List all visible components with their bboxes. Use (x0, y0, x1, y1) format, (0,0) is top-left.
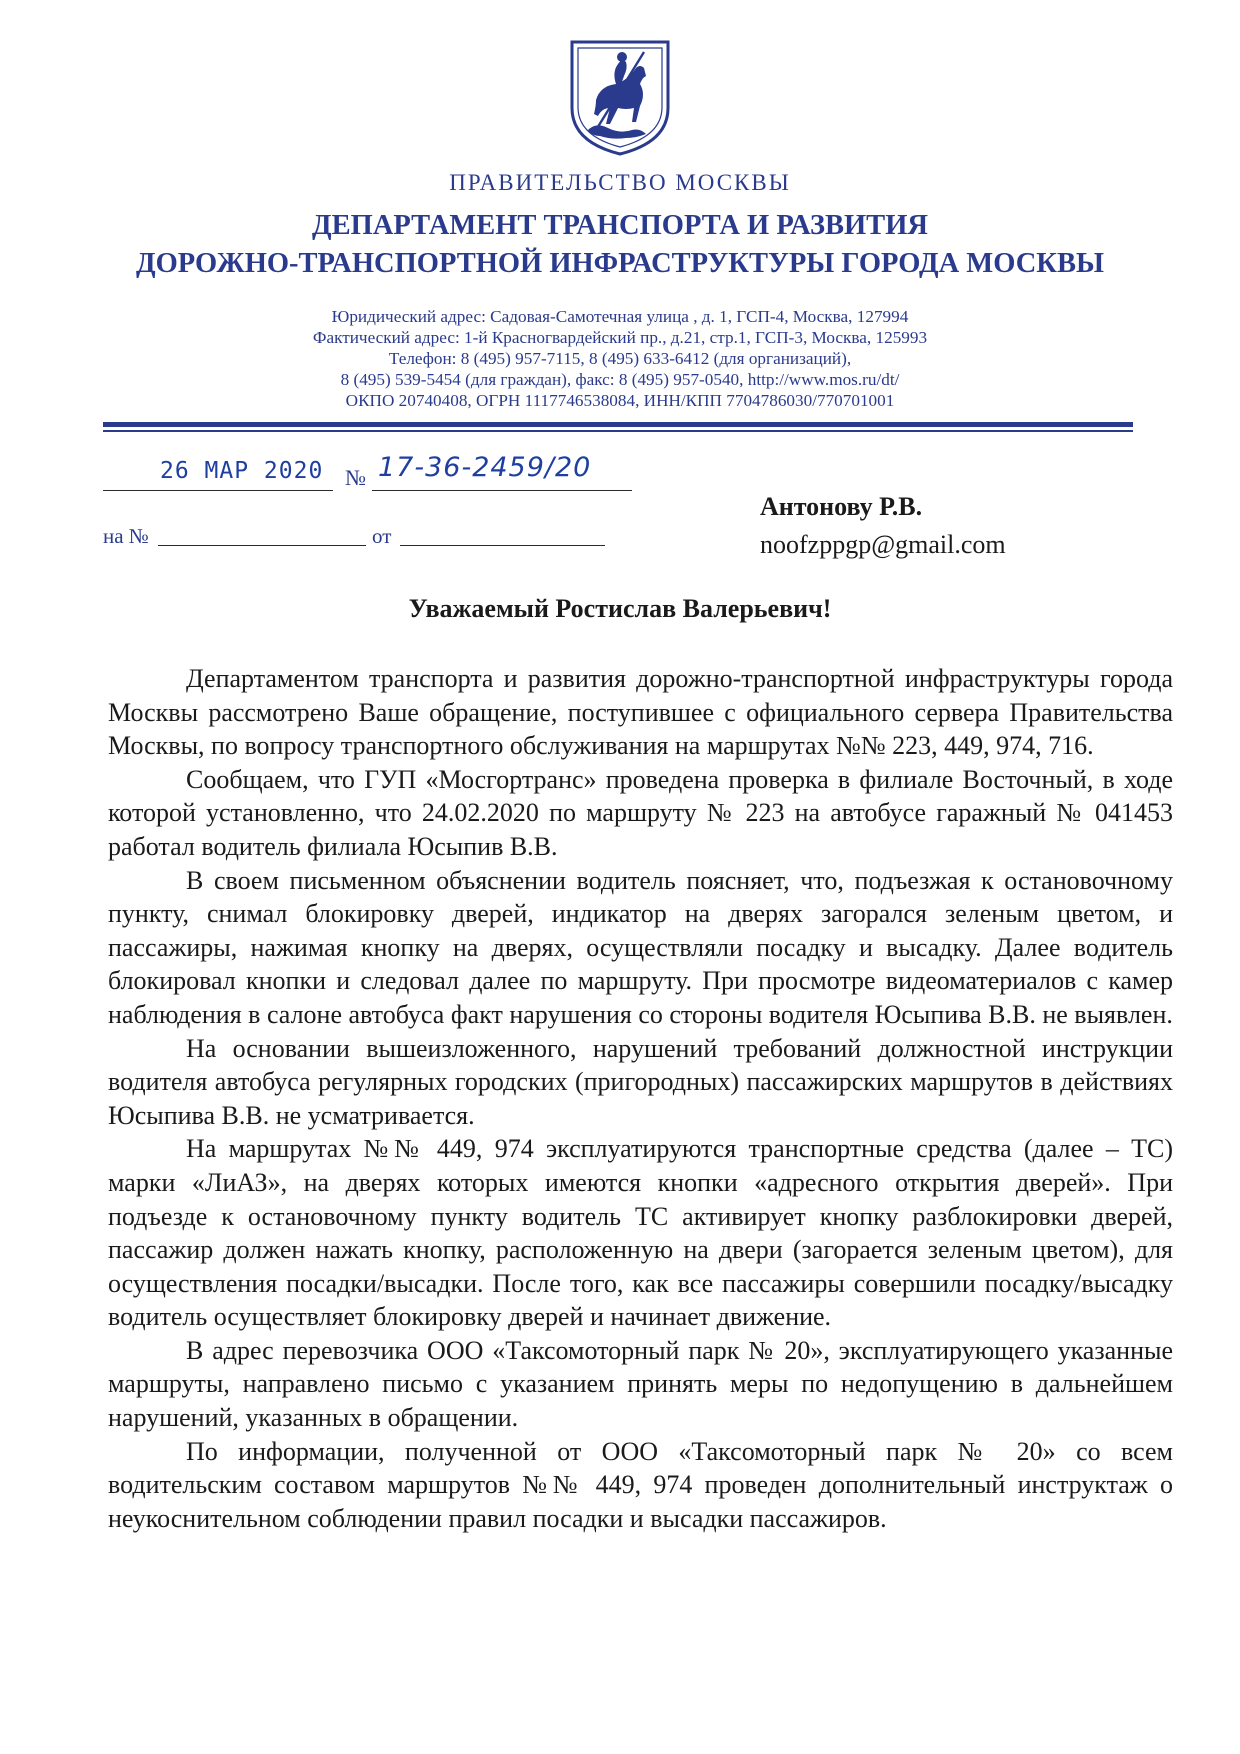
government-name: ПРАВИТЕЛЬСТВО МОСКВЫ (449, 170, 791, 195)
from-underline (400, 545, 605, 546)
header-divider-thick (103, 422, 1133, 427)
registry-codes-line: ОКПО 20740408, ОГРН 1117746538084, ИНН/КПП 7704786030/770701001 (345, 391, 895, 410)
header-divider-thin (103, 430, 1133, 432)
letter-body (108, 662, 1173, 1535)
handwritten-outgoing-number: 17-36-2459/20 (378, 452, 592, 483)
body-paragraph: На маршрутах №№ 449, 974 эксплуатируются транспортные средства (далее – ТС) марки «ЛиАЗ», на дверях которых имеются кнопки «адресного открытия дверей». При подъезде к остановочному пункту водитель ТС активирует кнопку разблокировки дверей, пассажир должен нажать кнопку, расположенную на двери (загорается зеленым цветом), для осуществления посадки/высадки. После того, как все пассажиры совершили посадку/высадку водитель осуществляет блокировку дверей и начинает движение. (108, 1134, 1173, 1332)
phone-line: Телефон: 8 (495) 957-7115, 8 (495) 633-6412 (для организаций), (388, 349, 852, 368)
date-stamp: 26 МАР 2020 (160, 458, 324, 484)
department-name-line-2: ДОРОЖНО-ТРАНСПОРТНОЙ ИНФРАСТРУКТУРЫ ГОРОДА МОСКВЫ (136, 248, 1104, 279)
body-paragraph: В своем письменном объяснении водитель поясняет, что, подъезжая к остановочному пункту, снимал блокировку дверей, индикатор на дверях загорался зеленым цветом, и пассажиры, нажимая кнопку на дверях, осуществляли посадку и высадку. Далее водитель блокировал кнопки и следовал далее по маршруту. При просмотре видеоматериалов с камер наблюдения в салоне автобуса факт нарушения со стороны водителя Юсыпива В.В. не выявлен. (108, 865, 1173, 1029)
date-underline (103, 490, 333, 491)
body-paragraph: На основании вышеизложенного, нарушений требований должностной инструкции водителя автобуса регулярных городских (пригородных) пассажирских маршрутов в действиях Юсыпива В.В. не усматривается. (108, 1033, 1173, 1130)
addressee-name: Антонову Р.В. (760, 492, 923, 521)
reply-to-underline (158, 545, 366, 546)
body-paragraph: По информации, полученной от ООО «Таксомоторный парк № 20» со всем водительским составом маршрутов №№ 449, 974 проведен дополнительный инструктаж о неукоснительном соблюдении правил посадки и высадки пассажиров. (108, 1436, 1173, 1533)
number-label: № (345, 465, 366, 490)
body-paragraph: В адрес перевозчика ООО «Таксомоторный парк № 20», эксплуатирующего указанные маршруты, направлено письмо с указанием принять меры по недопущению в дальнейшем нарушений, указанных в обращении. (108, 1335, 1173, 1433)
from-label: от (372, 524, 392, 548)
salutation: Уважаемый Ростислав Валерьевич! (408, 594, 832, 623)
actual-address: Фактический адрес: 1-й Красногвардейский пр., д.21, стр.1, ГСП-3, Москва, 125993 (312, 328, 928, 347)
body-paragraph: Департаментом транспорта и развития дорожно-транспортной инфраструктуры города Москвы рассмотрено Ваше обращение, поступившее с официального сервера Правительства Москвы, по вопросу транспортного обслуживания на маршрутах №№ 223, 449, 974, 716. (108, 664, 1173, 761)
legal-address: Юридический адрес: Садовая-Самотечная улица , д. 1, ГСП-4, Москва, 127994 (331, 307, 909, 326)
department-name-line-1: ДЕПАРТАМЕНТ ТРАНСПОРТА И РАЗВИТИЯ (312, 210, 928, 241)
reply-to-label: на № (103, 524, 149, 548)
body-paragraph: Сообщаем, что ГУП «Мосгортранс» проведена проверка в филиале Восточный, в ходе которой установленно, что 24.02.2020 по маршруту № 223 на автобусе гаражный № 041453 работал водитель филиала Юсыпив В.В. (108, 764, 1173, 861)
moscow-coat-of-arms-icon (566, 38, 674, 156)
addressee-email: noofzppgp@gmail.com (760, 530, 1006, 559)
number-underline (372, 490, 632, 491)
phone-fax-web-line: 8 (495) 539-5454 (для граждан), факс: 8 (495) 957-0540, http://www.mos.ru/dt/ (340, 370, 900, 389)
